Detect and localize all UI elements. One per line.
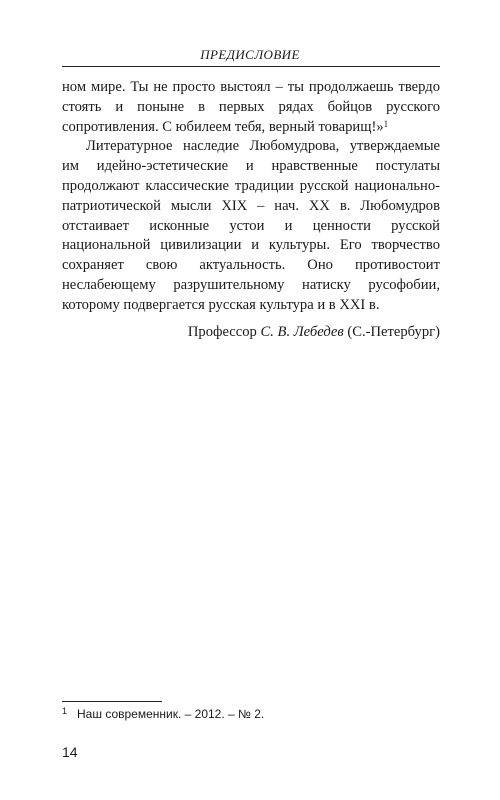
body-text: [62, 78, 440, 316]
footnote-text: Наш современник. – 2012. – № 2.: [77, 707, 265, 721]
paragraph-1: [62, 78, 440, 137]
paragraph-1-text: ном мире. Ты не просто выстоял – ты продолжаешь твердо стоять и поныне в первых рядах бойцов русского сопротивления. С юбилеем тебя, верный товарищ!»: [62, 79, 440, 135]
page-number: 14: [62, 744, 78, 760]
footnote-reference: 1: [383, 118, 389, 129]
header-rule: [62, 66, 440, 67]
signature-name: С. В. Лебедев: [260, 324, 344, 340]
paragraph-2: Литературное наследие Любомудрова, утверждаемые им идейно-эстетические и нравственные постулаты продолжают классические традиции русской национально-патриотической мысли XIX – нач. XX в. Любомудров отстаивает исконные устои и ценности русской национальной цивилизации и культуры. Его творчество сохраняет свою актуальность. Оно противостоит неслабеющему разрушительному натиску русофобии, которому подвергается русская культура и в XXI в.: [62, 138, 440, 313]
signature-place: (С.-Петербург): [347, 324, 440, 340]
footnote-mark: 1: [62, 706, 68, 716]
signature-prefix: Профессор: [187, 324, 257, 340]
signature: [62, 323, 440, 343]
footnote: [62, 707, 440, 721]
footnote-rule: [62, 701, 162, 702]
running-head-title: ПРЕДИСЛОВИЕ: [200, 47, 300, 62]
